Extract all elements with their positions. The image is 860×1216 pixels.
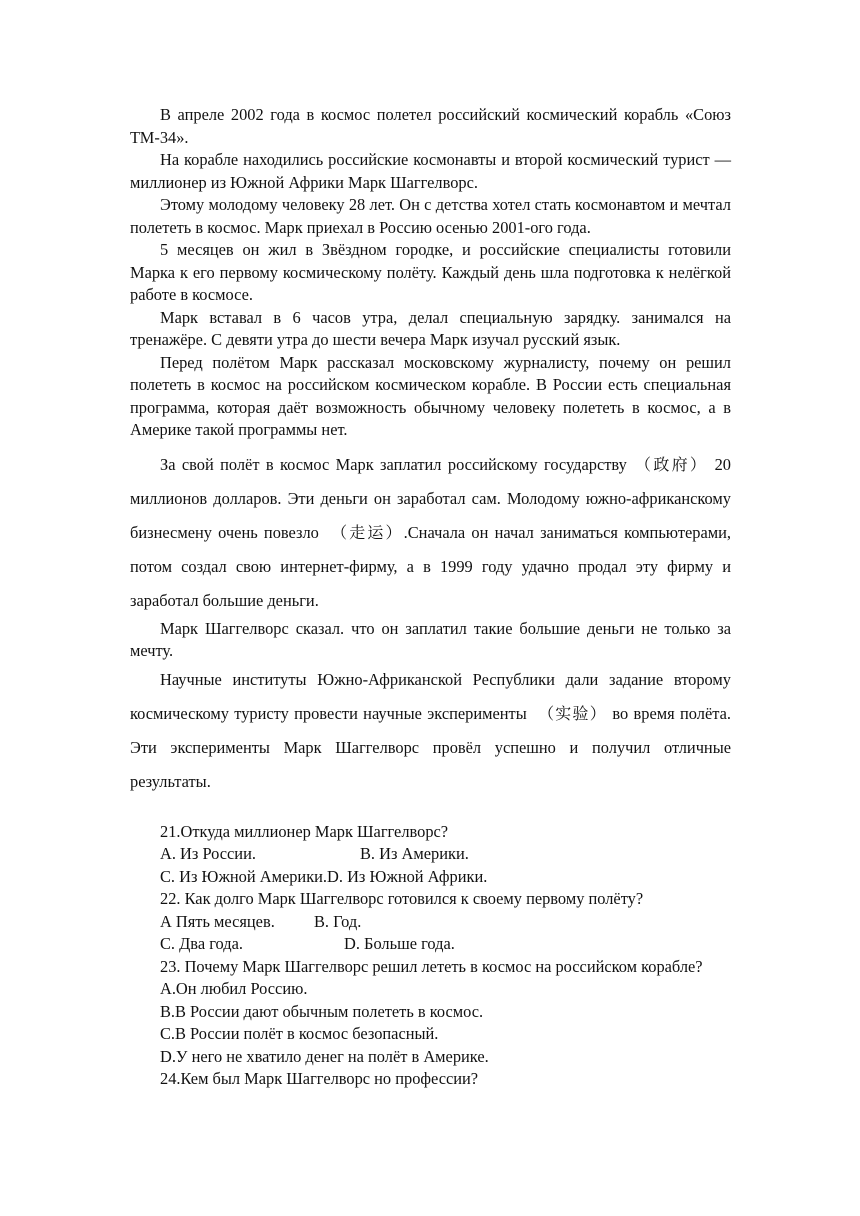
paragraph-9-part-1: Научные институты Южно-Африканской Республики дали задание второму космическому туристу провести научные эксперименты (130, 669, 731, 723)
question-22-option-d: D. Больше года. (344, 934, 455, 953)
question-23: 23. Почему Марк Шаггелворс решил лететь в космос на российском корабле? (160, 956, 703, 976)
question-23-option-d: D.У него не хватило денег на полёт в Америке. (160, 1046, 489, 1066)
paragraph-7-part-3: .Сначала он начал заниматься компьютерами, потом создал свою интернет-фирму, а в 1999 году удачно продал эту фирму и заработал большие деньги. (130, 522, 731, 610)
question-24: 24.Кем был Марк Шаггелворс но профессии? (160, 1069, 479, 1088)
question-22-options-cd (130, 933, 731, 956)
paragraph-5: Марк вставал в 6 часов утра, делал специальную зарядку. занимался на тренажёре. С девяти утра до шести вечера Марк изучал русский язык. (130, 307, 731, 349)
question-21-option-c: С. Из Южной Америки. (160, 866, 328, 886)
question-21-options-cd (130, 866, 731, 889)
chinese-gloss-experiment: （实验） (538, 703, 608, 723)
paragraph-8: Марк Шаггелворс сказал. что он заплатил такие большие деньги не только за мечту. (130, 618, 731, 660)
question-21-option-a: А. Из России. (160, 844, 256, 863)
question-23-option-b: В.В России дают обычным полететь в космос. (160, 1001, 484, 1021)
question-21: 21.Откуда миллионер Марк Шаггелворс? (160, 821, 449, 841)
paragraph-7 (130, 448, 731, 618)
paragraph-4: 5 месяцев он жил в Звёздном городке, и российские специалисты готовили Марка к его первому космическому полёту. Каждый день шла подготовка к нелёгкой работе в космосе. (130, 240, 731, 304)
paragraph-2: На корабле находились российские космонавты и второй космический турист — миллионер из Южной Африки Марк Шаггелворс. (130, 150, 731, 192)
question-22-option-c: С. Два года. (160, 934, 243, 953)
section-gap (130, 799, 731, 821)
question-21-options-ab (130, 843, 731, 866)
paragraph-3: Этому молодому человеку 28 лет. Он с детства хотел стать космонавтом и мечтал полететь в космос. Марк приехал в Россию осенью 2001-ого года. (130, 195, 731, 237)
question-23-option-c: С.В России полёт в космос безопасный. (160, 1024, 439, 1043)
paragraph-9 (130, 663, 731, 799)
question-22-option-a: А Пять месяцев. (160, 911, 275, 931)
reading-passage (130, 104, 731, 1091)
paragraph-7-part-1: За свой полёт в космос Марк заплатил российскому государству (160, 454, 627, 474)
question-23-option-a: А.Он любил Россию. (160, 979, 308, 998)
paragraph-6: Перед полётом Марк рассказал московскому журналисту, почему он решил полететь в космос на российском космическом корабле. В России есть специальная программа, которая даёт возможность обычному человеку полететь в космос, а в Америке такой программы нет. (130, 352, 731, 439)
chinese-gloss-lucky: （走运） (331, 522, 404, 542)
paragraph-9-part-2: во время полёта. Эти эксперименты Марк Шаггелворс провёл успешно и получил отличные результаты. (130, 703, 731, 791)
question-21-option-d: D. Из Южной Африки. (327, 866, 488, 886)
question-22-options-ab (130, 911, 731, 934)
paragraph-1: В апреле 2002 года в космос полетел российский космический корабль «Союз ТМ-34». (130, 105, 731, 147)
question-22: 22. Как долго Марк Шаггелворс готовился к своему первому полёту? (160, 889, 644, 908)
question-21-option-b: В. Из Америки. (360, 844, 469, 863)
question-22-option-b: В. Год. (314, 911, 362, 931)
paragraph-7-part-2: 20 миллионов долларов. Эти деньги он заработал сам. Молодому южно-африканскому бизнесмену очень повезло (130, 454, 731, 542)
chinese-gloss-government: （政府） (632, 454, 709, 474)
